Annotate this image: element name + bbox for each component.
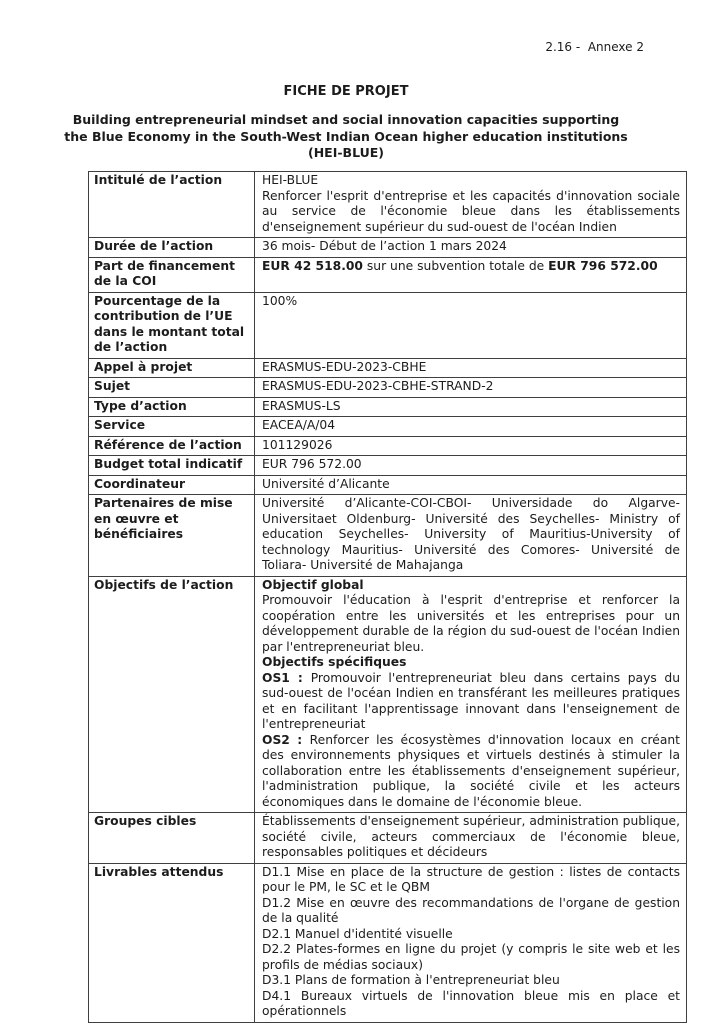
project-title	[40, 112, 652, 162]
table-row	[89, 172, 687, 238]
value-block	[262, 814, 680, 861]
value-block	[262, 457, 680, 473]
value-block	[262, 438, 680, 454]
table-row	[89, 358, 687, 378]
value-text-bold: Objectif global	[262, 577, 364, 592]
row-label: Part de financement de la COI	[89, 257, 255, 292]
value-text-bold: OS1 :	[262, 670, 311, 685]
value-text-bold: Objectifs spécifiques	[262, 655, 407, 669]
table-row	[89, 456, 687, 476]
table-row	[89, 257, 687, 292]
value-block	[262, 239, 680, 255]
value-block	[262, 360, 680, 376]
row-label: Référence de l’action	[89, 436, 255, 456]
annex-label: 2.16 - Annexe 2	[545, 40, 644, 54]
value-block	[262, 671, 680, 733]
table-row	[89, 576, 687, 813]
value-block	[262, 733, 680, 811]
value-text: ERASMUS-EDU-2023-CBHE-STRAND-2	[262, 379, 494, 393]
value-text: Promouvoir l'éducation à l'esprit d'entreprise et renforcer la coopération entre les universités et les entreprises pour un développement durable de la région du sud-ouest de l'océan Indien par l'entrepreneuriat bleu.	[262, 593, 680, 654]
row-value	[255, 172, 687, 238]
row-label: Partenaires de mise en œuvre et bénéficiaires	[89, 495, 255, 577]
value-block	[262, 477, 680, 493]
row-value	[255, 358, 687, 378]
project-fiche-table	[88, 171, 687, 1023]
value-text: 101129026	[262, 437, 333, 452]
value-text-bold: EUR 42 518.00	[262, 258, 363, 273]
value-text: Renforcer les écosystèmes d'innovation locaux en créant des environnements physiques et virtuels destinés à stimuler la collaboration entre les établissements d'enseignement supérieur, l'administration publique, la société civile et les acteurs économiques dans le domaine de l'économie bleue.	[262, 732, 680, 809]
row-value	[255, 813, 687, 864]
project-title-line: Building entrepreneurial mindset and social innovation capacities supporting	[72, 112, 620, 127]
value-block	[262, 259, 680, 275]
value-text: D4.1 Bureaux virtuels de l'innovation bleue mis en place et opérationnels	[262, 988, 680, 1018]
project-fiche-body	[89, 172, 687, 1023]
table-row	[89, 436, 687, 456]
row-label: Budget total indicatif	[89, 456, 255, 476]
row-value	[255, 475, 687, 495]
row-label: Service	[89, 417, 255, 437]
value-text: D1.1 Mise en place de la structure de gestion : listes de contacts pour le PM, le SC et le QBM	[262, 864, 680, 894]
value-block	[262, 578, 680, 594]
value-text: Renforcer l'esprit d'entreprise et les capacités d'innovation sociale au service de l'économie bleue dans les établissements d'enseignement supérieur du sud-ouest de l'océan Indien	[262, 188, 680, 234]
table-row	[89, 292, 687, 358]
row-label: Groupes cibles	[89, 813, 255, 864]
table-row	[89, 495, 687, 577]
value-text: Université d’Alicante	[262, 476, 390, 491]
value-text: EUR 796 572.00	[262, 457, 362, 471]
row-value	[255, 257, 687, 292]
row-label: Objectifs de l’action	[89, 576, 255, 813]
value-block	[262, 294, 680, 310]
row-value	[255, 576, 687, 813]
row-value	[255, 238, 687, 258]
table-row	[89, 813, 687, 864]
table-row	[89, 417, 687, 437]
row-label: Sujet	[89, 378, 255, 398]
value-block	[262, 189, 680, 236]
value-text: ERASMUS-LS	[262, 398, 341, 413]
row-label: Appel à projet	[89, 358, 255, 378]
project-title-line: (HEI-BLUE)	[307, 145, 384, 160]
row-label: Type d’action	[89, 397, 255, 417]
value-text: ERASMUS-EDU-2023-CBHE	[262, 359, 427, 374]
value-block	[262, 655, 680, 671]
row-label: Livrables attendus	[89, 863, 255, 1022]
value-block	[262, 418, 680, 434]
row-label: Pourcentage de la contribution de l’UE dans le montant total de l’action	[89, 292, 255, 358]
row-value	[255, 292, 687, 358]
value-text: D1.2 Mise en œuvre des recommandations de l'organe de gestion de la qualité	[262, 895, 680, 925]
document-header	[40, 84, 652, 162]
value-block	[262, 865, 680, 896]
value-text: D3.1 Plans de formation à l'entrepreneuriat bleu	[262, 973, 560, 987]
value-text: HEI-BLUE	[262, 173, 319, 187]
value-block	[262, 927, 680, 943]
table-row	[89, 378, 687, 398]
value-text: D2.2 Plates-formes en ligne du projet (y compris le site web et les profils de médias sociaux)	[262, 942, 680, 972]
row-value	[255, 397, 687, 417]
value-text-bold: EUR 796 572.00	[548, 258, 658, 273]
value-block	[262, 593, 680, 655]
value-text: sur une subvention totale de	[362, 258, 549, 273]
value-text: EACEA/A/04	[262, 418, 336, 432]
row-label: Durée de l’action	[89, 238, 255, 258]
value-block	[262, 973, 680, 989]
row-value	[255, 495, 687, 577]
value-block	[262, 379, 680, 395]
value-text: Établissements d'enseignement supérieur, administration publique, société civile, acteurs commerciaux de l'économie bleue, responsables politiques et décideurs	[262, 814, 680, 859]
value-block	[262, 399, 680, 415]
value-text: 36 mois- Début de l’action 1 mars 2024	[262, 239, 507, 253]
value-text: D2.1 Manuel d'identité visuelle	[262, 926, 453, 941]
value-block	[262, 942, 680, 973]
row-value	[255, 436, 687, 456]
value-text: Promouvoir l'entrepreneuriat bleu dans certains pays du sud-ouest de l'océan Indien en transférant les meilleures pratiques et en facilitant l'apprentissage innovant dans l'enseignement de l'entrepreneuriat	[262, 670, 680, 731]
value-text: Université d’Alicante-COI-CBOI- Universidade do Algarve- Universitaet Oldenburg- Université des Seychelles- Ministry of education Seychelles- University of Mauritius-University of technology Mauritius- Université des Comores- Université de Toliara- Université de Mahajanga	[262, 496, 680, 572]
value-block	[262, 896, 680, 927]
row-value	[255, 417, 687, 437]
value-block	[262, 173, 680, 189]
row-value	[255, 378, 687, 398]
row-value	[255, 456, 687, 476]
value-block	[262, 989, 680, 1020]
table-row	[89, 397, 687, 417]
value-text: 100%	[262, 293, 298, 308]
value-text-bold: OS2 :	[262, 732, 310, 747]
project-title-line: the Blue Economy in the South-West Indian Ocean higher education institutions	[64, 128, 628, 144]
row-label: Coordinateur	[89, 475, 255, 495]
table-row	[89, 863, 687, 1022]
table-row	[89, 475, 687, 495]
value-block	[262, 496, 680, 574]
table-row	[89, 238, 687, 258]
row-value	[255, 863, 687, 1022]
row-label: Intitulé de l’action	[89, 172, 255, 238]
page-title: FICHE DE PROJET	[283, 84, 409, 99]
